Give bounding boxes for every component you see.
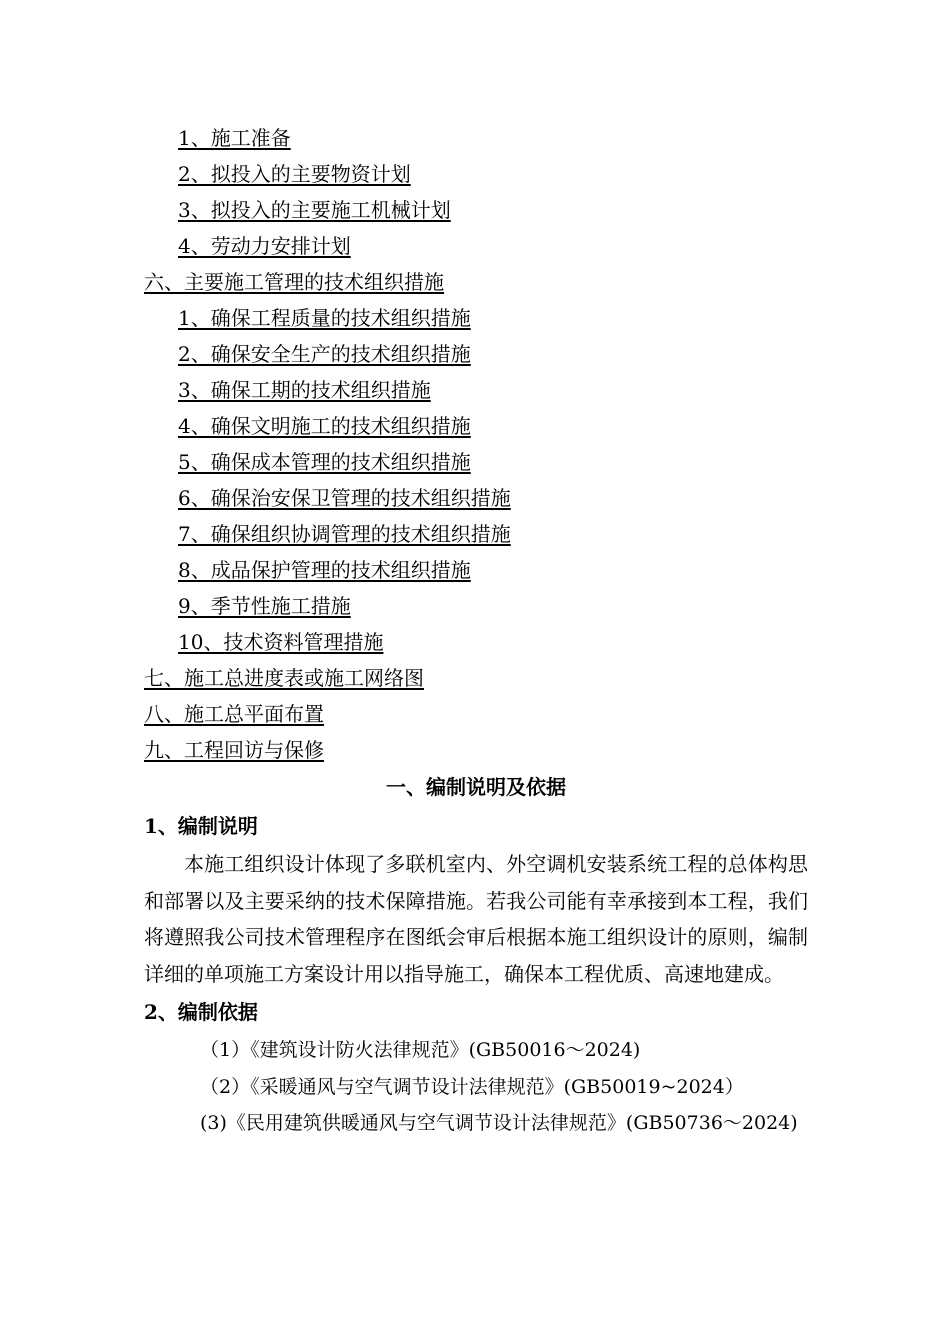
toc-item[interactable] — [144, 228, 824, 264]
toc-item[interactable] — [144, 300, 824, 336]
toc-item[interactable] — [144, 624, 824, 660]
toc-item-label: 七、施工总进度表或施工网络图 — [144, 666, 424, 690]
toc-item[interactable] — [144, 516, 824, 552]
toc-item-label: 4、劳动力安排计划 — [178, 234, 351, 258]
toc-item[interactable] — [144, 192, 824, 228]
toc-item-label: 9、季节性施工措施 — [178, 594, 351, 618]
subsection-heading-basis: 2、编制依据 — [144, 1000, 258, 1024]
toc-item[interactable] — [144, 372, 824, 408]
toc-item-label: 6、确保治安保卫管理的技术组织措施 — [178, 486, 511, 510]
toc-item[interactable] — [144, 120, 824, 156]
toc-item-label: 8、成品保护管理的技术组织措施 — [178, 558, 471, 582]
toc-item-label: 九、工程回访与保修 — [144, 738, 324, 762]
toc-section-item[interactable] — [144, 732, 824, 768]
toc-item-label: 3、确保工期的技术组织措施 — [178, 378, 431, 402]
subsection-heading-description: 1、编制说明 — [144, 814, 258, 838]
section-title: 一、编制说明及依据 — [386, 775, 566, 799]
toc-item[interactable] — [144, 588, 824, 624]
reference-item: （2）《采暖通风与空气调节设计法律规范》(GB50019~2024） — [200, 1075, 744, 1098]
reference-item: (3)《民用建筑供暖通风与空气调节设计法律规范》(GB50736～2024) — [200, 1112, 798, 1134]
toc-item[interactable] — [144, 156, 824, 192]
toc-item-label: 10、技术资料管理措施 — [178, 630, 384, 654]
toc-section-item[interactable] — [144, 264, 824, 300]
toc-item[interactable] — [144, 480, 824, 516]
description-paragraph: 本施工组织设计体现了多联机室内、外空调机安装系统工程的总体构思和部署以及主要采纳的技术保障措施。若我公司能有幸承接到本工程，我们将遵照我公司技术管理程序在图纸会审后根据本施工组织设计的原则，编制详细的单项施工方案设计用以指导施工，确保本工程优质、高速地建成。 — [144, 852, 808, 986]
toc-item-label: 5、确保成本管理的技术组织措施 — [178, 450, 471, 474]
toc-section-item[interactable] — [144, 660, 824, 696]
reference-item: （1）《建筑设计防火法律规范》(GB50016～2024) — [200, 1039, 641, 1061]
toc-item-label: 2、确保安全生产的技术组织措施 — [178, 342, 471, 366]
toc-item[interactable] — [144, 552, 824, 588]
toc-item[interactable] — [144, 336, 824, 372]
document-body — [144, 768, 808, 1142]
toc-item-label: 2、拟投入的主要物资计划 — [178, 162, 411, 186]
toc-item-label: 八、施工总平面布置 — [144, 702, 324, 726]
table-of-contents — [144, 120, 824, 768]
toc-item-label: 1、施工准备 — [178, 126, 291, 150]
toc-item-label: 1、确保工程质量的技术组织措施 — [178, 306, 471, 330]
toc-item-label: 六、主要施工管理的技术组织措施 — [144, 270, 444, 294]
toc-item-label: 4、确保文明施工的技术组织措施 — [178, 414, 471, 438]
toc-item[interactable] — [144, 408, 824, 444]
toc-item-label: 3、拟投入的主要施工机械计划 — [178, 198, 451, 222]
toc-item[interactable] — [144, 444, 824, 480]
toc-item-label: 7、确保组织协调管理的技术组织措施 — [178, 522, 511, 546]
toc-section-item[interactable] — [144, 696, 824, 732]
